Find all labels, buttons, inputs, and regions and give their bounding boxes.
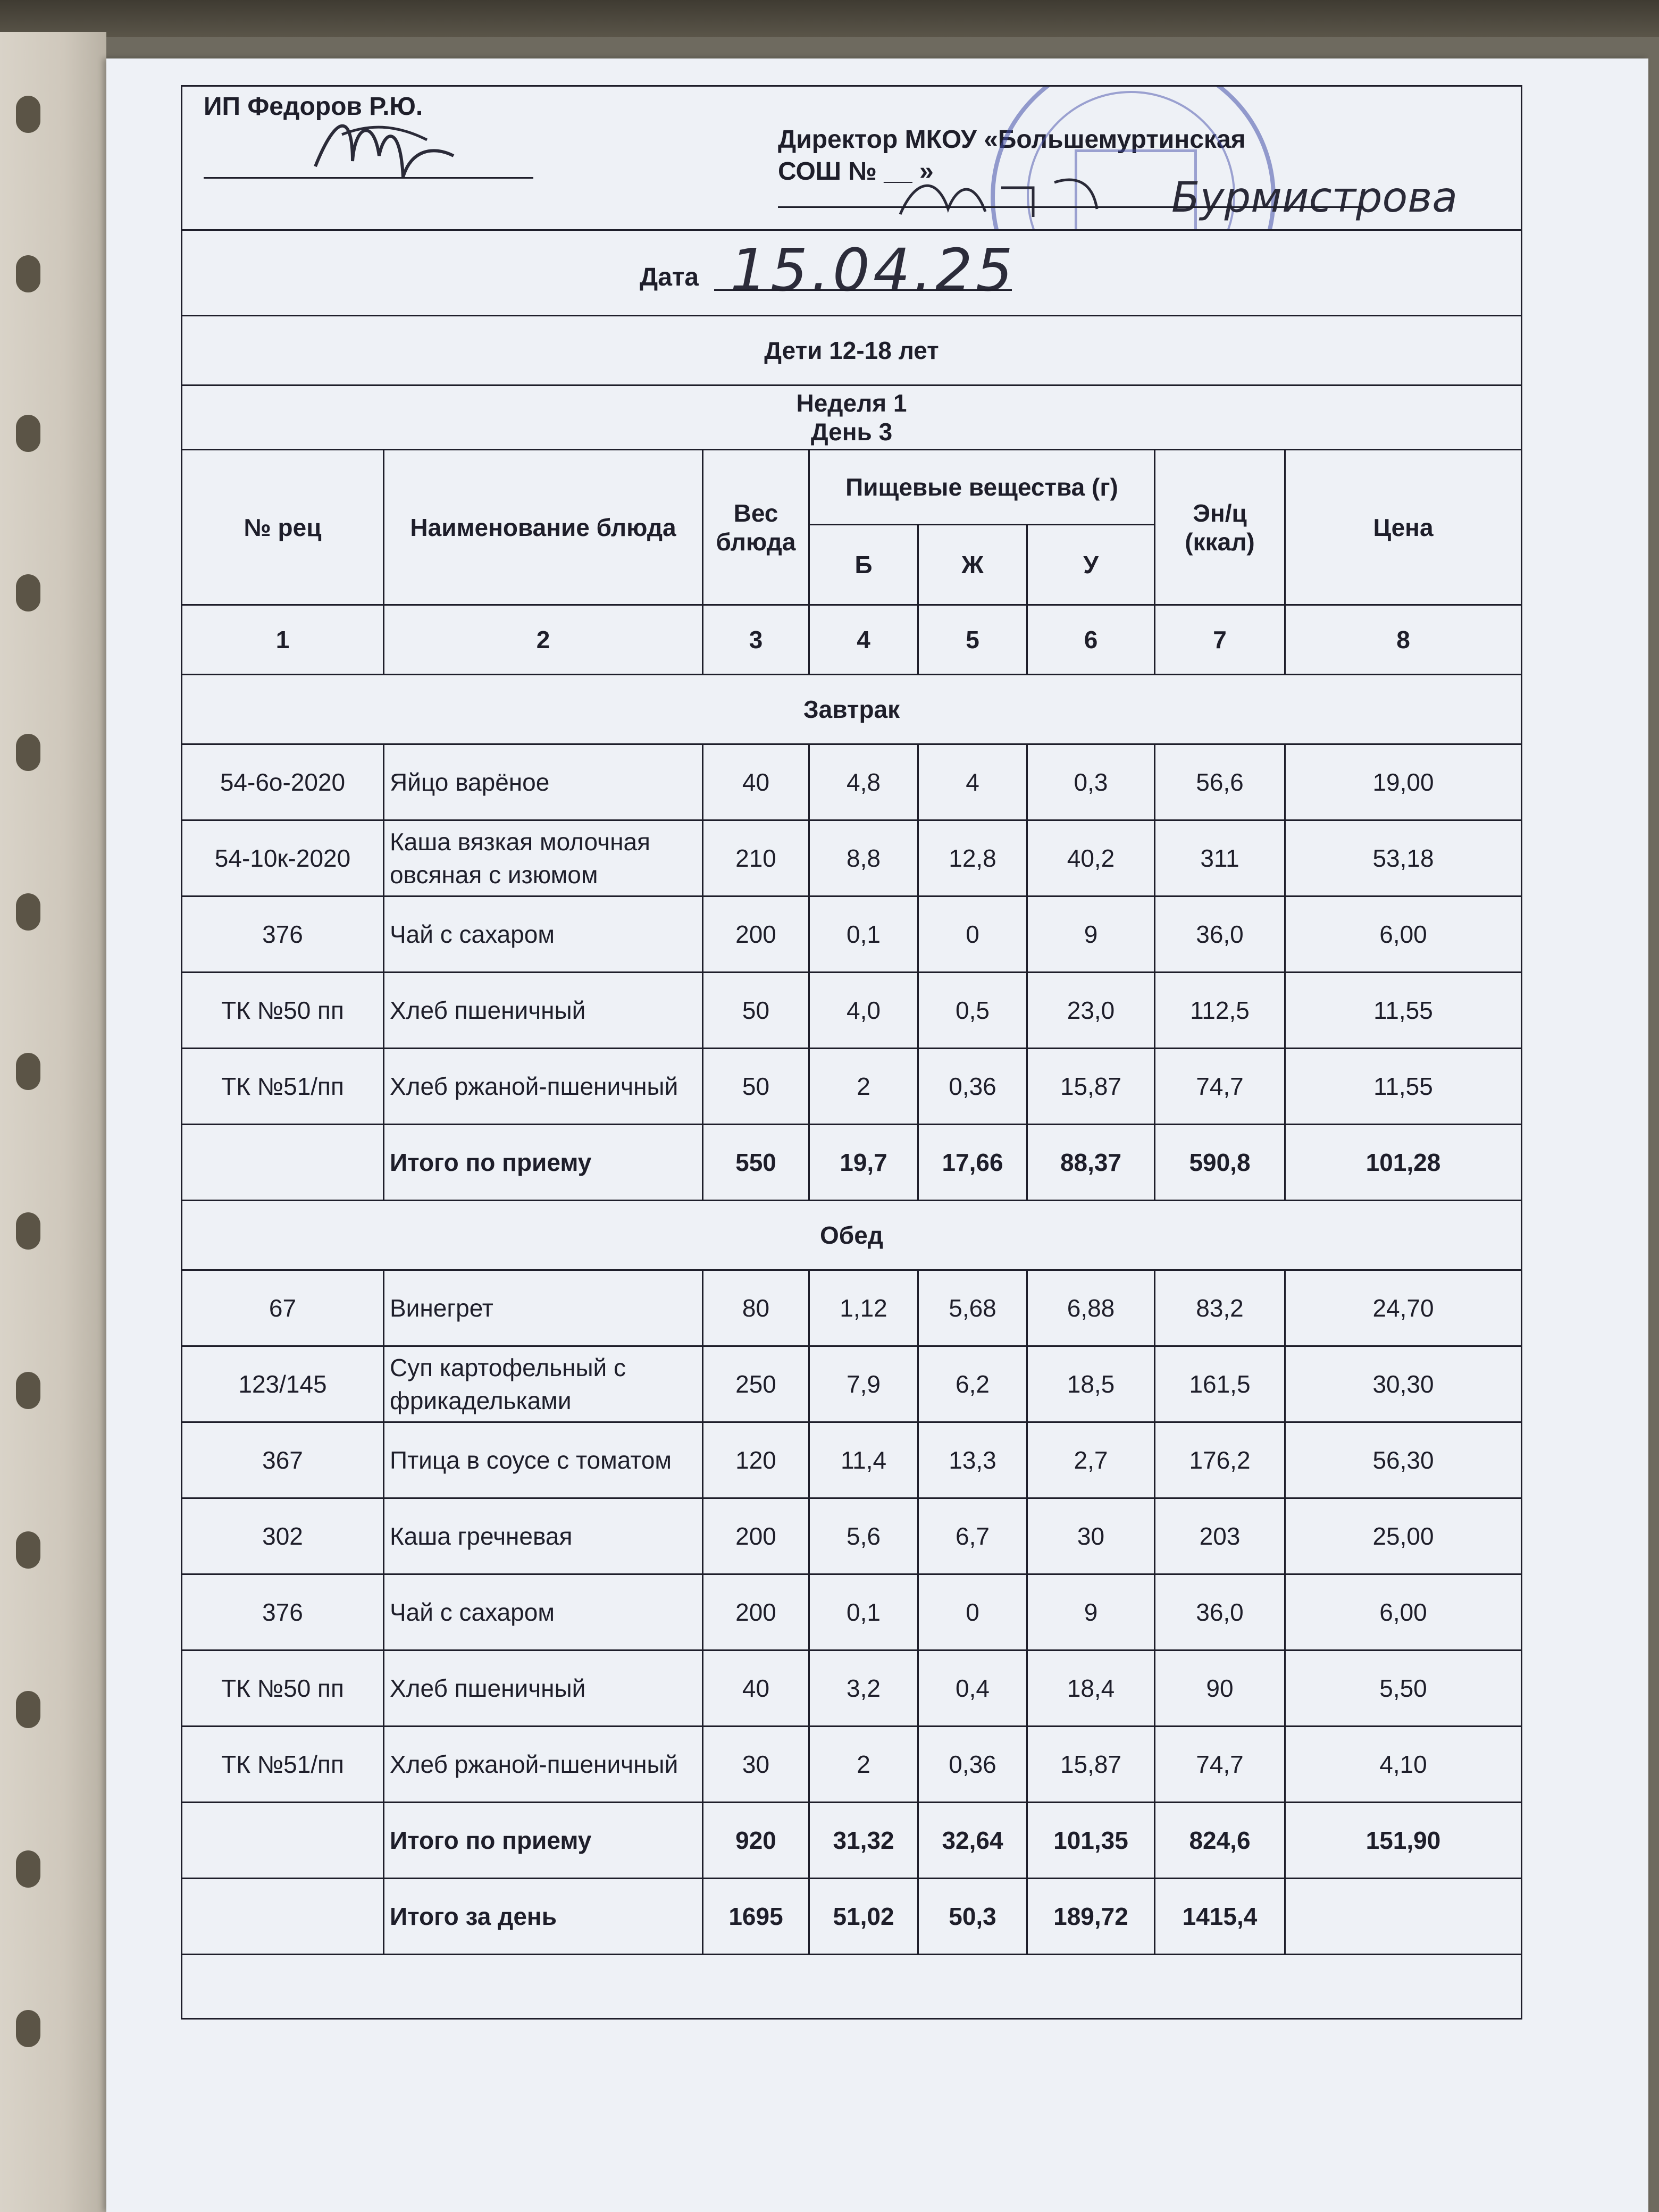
recipe-code: 367 [182,1422,384,1498]
col-header-name: Наименование блюда [384,450,703,605]
punch-hole [16,255,40,292]
price-value: 5,50 [1285,1650,1522,1727]
protein-value: 8,8 [809,820,918,896]
col-header-recipe: № рец [182,450,384,605]
fat-value: 0,36 [918,1049,1027,1125]
dish-weight: 80 [703,1270,809,1346]
price-value: 25,00 [1285,1498,1522,1574]
protein-value: 0,1 [809,1574,918,1650]
col-number: 4 [809,605,918,675]
energy-value: 56,6 [1155,744,1285,820]
table-row [182,973,1522,1049]
punch-hole [16,574,40,611]
punch-hole [16,893,40,931]
protein-value: 0,1 [809,896,918,973]
empty-cell [182,1125,384,1201]
punch-hole [16,415,40,452]
col-number: 7 [1155,605,1285,675]
col-number: 3 [703,605,809,675]
total-weight: 550 [703,1125,809,1201]
day-total-weight: 1695 [703,1879,809,1955]
price-value: 11,55 [1285,973,1522,1049]
carbs-value: 6,88 [1027,1270,1155,1346]
protein-value: 2 [809,1049,918,1125]
energy-value: 90 [1155,1650,1285,1727]
table-row [182,820,1522,896]
day-total-price [1285,1879,1522,1955]
dish-name: Чай с сахаром [384,896,703,973]
dish-weight: 200 [703,1574,809,1650]
director-signature [895,166,1480,230]
director-signature-line [778,206,1363,208]
date-line [714,289,1012,291]
day-total-carbs: 189,72 [1027,1879,1155,1955]
day-total-label: Итого за день [384,1879,703,1955]
dish-weight: 200 [703,896,809,973]
recipe-code: ТК №51/пп [182,1727,384,1803]
col-header-protein: Б [809,525,918,605]
energy-value: 112,5 [1155,973,1285,1049]
recipe-code: 376 [182,896,384,973]
table-row [182,1650,1522,1727]
carbs-value: 30 [1027,1498,1155,1574]
dish-name: Хлеб пшеничный [384,973,703,1049]
day-label: День 3 [810,418,893,446]
punch-hole [16,1531,40,1569]
recipe-code: 302 [182,1498,384,1574]
dish-weight: 120 [703,1422,809,1498]
dish-name: Чай с сахаром [384,1574,703,1650]
total-carbs: 101,35 [1027,1803,1155,1879]
dish-name: Каша гречневая [384,1498,703,1574]
recipe-code: 123/145 [182,1346,384,1422]
fat-value: 13,3 [918,1422,1027,1498]
total-energy: 590,8 [1155,1125,1285,1201]
total-price: 101,28 [1285,1125,1522,1201]
age-group: Дети 12-18 лет [182,316,1522,386]
energy-value: 161,5 [1155,1346,1285,1422]
day-total-row [182,1879,1522,1955]
protein-value: 7,9 [809,1346,918,1422]
total-carbs: 88,37 [1027,1125,1155,1201]
supplier-name: ИП Федоров Р.Ю. [204,93,423,121]
section-lunch: Обед [182,1201,1522,1270]
dish-name: Винегрет [384,1270,703,1346]
punch-hole [16,1212,40,1250]
carbs-value: 2,7 [1027,1422,1155,1498]
fat-value: 5,68 [918,1270,1027,1346]
empty-cell [182,1803,384,1879]
table-row [182,1727,1522,1803]
table-row [182,1049,1522,1125]
energy-value: 83,2 [1155,1270,1285,1346]
carbs-value: 40,2 [1027,820,1155,896]
col-number: 2 [384,605,703,675]
dish-weight: 50 [703,973,809,1049]
price-value: 4,10 [1285,1727,1522,1803]
col-header-weight: Вес блюда [703,450,809,605]
energy-value: 176,2 [1155,1422,1285,1498]
table-row [182,744,1522,820]
menu-table [181,85,1522,2020]
col-number: 1 [182,605,384,675]
punch-hole [16,734,40,771]
col-header-fat: Ж [918,525,1027,605]
price-value: 53,18 [1285,820,1522,896]
dish-name: Суп картофельный с фрикадельками [384,1346,703,1422]
fat-value: 0 [918,1574,1027,1650]
price-value: 6,00 [1285,896,1522,973]
table-row [182,1270,1522,1346]
week-label: Неделя 1 [796,389,907,417]
protein-value: 3,2 [809,1650,918,1727]
blank-footer-row [182,1955,1522,2019]
table-row [182,1574,1522,1650]
director-signature-text: Бурмистрова [1171,174,1458,222]
dish-name: Хлеб ржаной-пшеничный [384,1049,703,1125]
recipe-code: 54-10к-2020 [182,820,384,896]
protein-value: 11,4 [809,1422,918,1498]
dish-weight: 30 [703,1727,809,1803]
fat-value: 12,8 [918,820,1027,896]
fat-value: 0,4 [918,1650,1027,1727]
recipe-code: 54-6о-2020 [182,744,384,820]
carbs-value: 9 [1027,896,1155,973]
price-value: 56,30 [1285,1422,1522,1498]
supplier-signature-line [204,177,533,179]
director-title-line1: Директор МКОУ «Большемуртинская [778,125,1246,154]
dish-name: Птица в соусе с томатом [384,1422,703,1498]
col-header-energy: Эн/ц (ккал) [1155,450,1285,605]
punch-hole [16,1691,40,1728]
col-header-nutrients: Пищевые вещества (г) [809,450,1155,525]
day-total-fat: 50,3 [918,1879,1027,1955]
punch-hole [16,1053,40,1090]
total-label: Итого по приему [384,1803,703,1879]
recipe-code: 67 [182,1270,384,1346]
protein-value: 2 [809,1727,918,1803]
total-fat: 17,66 [918,1125,1027,1201]
col-number: 6 [1027,605,1155,675]
dish-name: Каша вязкая молочная овсяная с изюмом [384,820,703,896]
binder-sleeve [0,32,106,2212]
punch-hole [16,2010,40,2047]
col-header-price: Цена [1285,450,1522,605]
dish-weight: 50 [703,1049,809,1125]
table-row [182,896,1522,973]
dish-name: Хлеб ржаной-пшеничный [384,1727,703,1803]
week-day [182,386,1522,450]
total-weight: 920 [703,1803,809,1879]
director-title-line2: СОШ № __ » [778,157,934,186]
fat-value: 4 [918,744,1027,820]
total-protein: 31,32 [809,1803,918,1879]
fat-value: 6,7 [918,1498,1027,1574]
dish-name: Яйцо варёное [384,744,703,820]
section-breakfast: Завтрак [182,675,1522,744]
dish-weight: 210 [703,820,809,896]
fat-value: 0 [918,896,1027,973]
dish-weight: 250 [703,1346,809,1422]
price-value: 19,00 [1285,744,1522,820]
day-total-energy: 1415,4 [1155,1879,1285,1955]
date-label: Дата [640,263,699,291]
energy-value: 311 [1155,820,1285,896]
energy-value: 74,7 [1155,1727,1285,1803]
carbs-value: 15,87 [1027,1049,1155,1125]
carbs-value: 23,0 [1027,973,1155,1049]
fat-value: 0,5 [918,973,1027,1049]
carbs-value: 0,3 [1027,744,1155,820]
dish-name: Хлеб пшеничный [384,1650,703,1727]
energy-value: 203 [1155,1498,1285,1574]
recipe-code: ТК №50 пп [182,1650,384,1727]
approval-block [182,86,1522,230]
background-edge [0,0,1659,37]
supplier-signature [305,103,464,193]
carbs-value: 9 [1027,1574,1155,1650]
recipe-code: ТК №50 пп [182,973,384,1049]
table-row [182,1346,1522,1422]
carbs-value: 18,4 [1027,1650,1155,1727]
protein-value: 4,0 [809,973,918,1049]
protein-value: 4,8 [809,744,918,820]
price-value: 30,30 [1285,1346,1522,1422]
col-number: 5 [918,605,1027,675]
protein-value: 5,6 [809,1498,918,1574]
energy-value: 74,7 [1155,1049,1285,1125]
carbs-value: 15,87 [1027,1727,1155,1803]
dish-weight: 40 [703,1650,809,1727]
date-row [182,230,1522,316]
breakfast-total-row [182,1125,1522,1201]
fat-value: 6,2 [918,1346,1027,1422]
punch-hole [16,1850,40,1888]
energy-value: 36,0 [1155,1574,1285,1650]
total-label: Итого по приему [384,1125,703,1201]
lunch-total-row [182,1803,1522,1879]
date-value: 15.04.25 [730,236,1016,304]
table-row [182,1422,1522,1498]
punch-hole [16,96,40,133]
dish-weight: 40 [703,744,809,820]
total-protein: 19,7 [809,1125,918,1201]
energy-value: 36,0 [1155,896,1285,973]
col-number: 8 [1285,605,1522,675]
punch-hole [16,1372,40,1409]
dish-weight: 200 [703,1498,809,1574]
day-total-protein: 51,02 [809,1879,918,1955]
fat-value: 0,36 [918,1727,1027,1803]
recipe-code: ТК №51/пп [182,1049,384,1125]
total-price: 151,90 [1285,1803,1522,1879]
menu-document [181,85,1521,2052]
empty-cell [182,1879,384,1955]
protein-value: 1,12 [809,1270,918,1346]
table-row [182,1498,1522,1574]
total-energy: 824,6 [1155,1803,1285,1879]
recipe-code: 376 [182,1574,384,1650]
price-value: 6,00 [1285,1574,1522,1650]
total-fat: 32,64 [918,1803,1027,1879]
carbs-value: 18,5 [1027,1346,1155,1422]
col-header-carbs: У [1027,525,1155,605]
price-value: 11,55 [1285,1049,1522,1125]
price-value: 24,70 [1285,1270,1522,1346]
